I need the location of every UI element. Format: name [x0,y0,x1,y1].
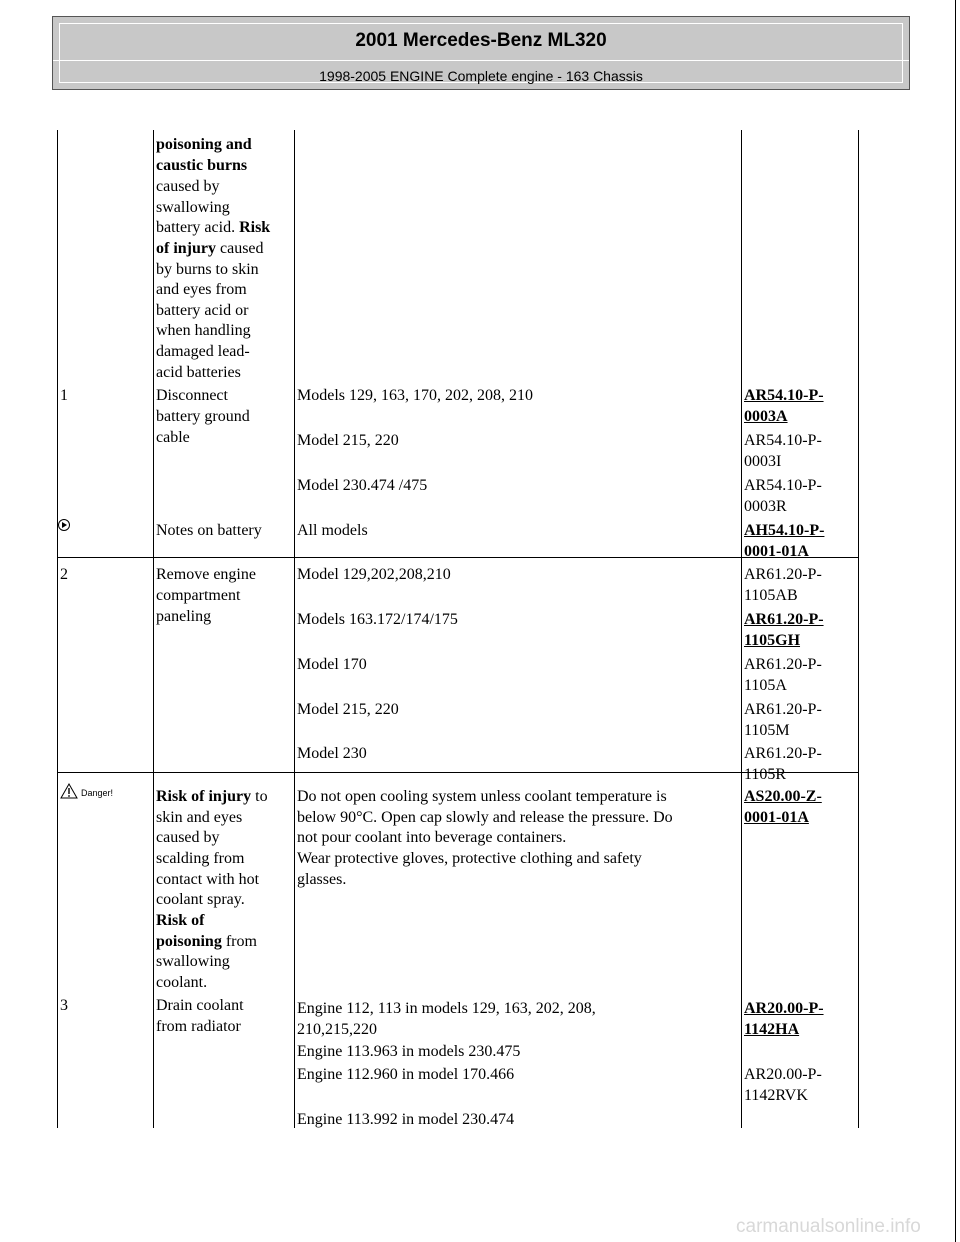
reference-link[interactable]: 0001-01A [744,543,809,560]
text-line: acid batteries [156,364,241,381]
watermark: carmanualsonline.info [736,1216,921,1237]
model-text: 210,215,220 [297,1021,377,1038]
model-text: Engine 113.963 in models 230.475 [297,1043,521,1060]
step-number: 1 [60,387,68,404]
reference-text: AR20.00-P- [744,1066,822,1083]
text-line: coolant spray. [156,891,245,908]
text-line [156,932,257,953]
text-line: swallowing [156,199,230,216]
page-edge [955,0,956,1242]
text-span-bold: Risk [239,219,271,236]
reference-link[interactable]: AR61.20-P- [744,611,824,628]
model-text: Model 129,202,208,210 [297,566,451,583]
step-number: 3 [60,997,68,1014]
table-col-divider-3 [741,130,742,1128]
reference-text: 1105AB [744,587,798,604]
reference-link[interactable]: AS20.00-Z- [744,788,822,805]
reference-link[interactable]: 0003A [744,408,788,425]
header-subtitle: 1998-2005 ENGINE Complete engine - 163 Chassis [319,68,643,84]
model-text: Model 230 [297,745,367,762]
danger-label: Danger! [81,788,114,798]
text-line: coolant. [156,974,208,991]
reference-link[interactable]: 1142HA [744,1021,800,1038]
danger-instruction: glasses. [297,871,347,888]
text-line: contact with hot [156,871,260,888]
text-line [156,218,270,239]
text-line: Risk of [156,912,205,929]
reference-text: AR61.20-P- [744,656,822,673]
warning-triangle-icon [60,783,78,799]
reference-link[interactable]: AR20.00-P- [744,1000,824,1017]
reference-text: 0003I [744,453,782,470]
text-line: when handling [156,322,251,339]
model-text: Models 129, 163, 170, 202, 208, 210 [297,387,533,404]
model-text: Model 215, 220 [297,432,399,449]
text-line: skin and eyes [156,809,243,826]
step-description: cable [156,429,190,446]
reference-link[interactable]: AH54.10-P- [744,522,825,539]
text-line: caustic burns [156,157,248,174]
reference-text: 0003R [744,498,787,515]
header-title: 2001 Mercedes-Benz ML320 [355,30,607,51]
text-line: poisoning and [156,136,252,153]
row-separator [57,772,859,773]
text-line: and eyes from [156,281,247,298]
text-line: caused by [156,829,220,846]
model-text: Engine 113.992 in model 230.474 [297,1111,515,1128]
text-span-bold: poisoning [156,933,222,950]
table-col-divider-2 [294,130,295,1128]
table-border-right [858,130,859,1128]
reference-link[interactable]: AR54.10-P- [744,387,824,404]
step-number: 2 [60,566,68,583]
text-line: caused by [156,178,220,195]
text-span-bold: of injury [156,240,216,257]
step-description: compartment [156,587,241,604]
reference-link[interactable]: 1105GH [744,632,801,649]
note-description: Notes on battery [156,522,262,539]
model-text: Model 230.474 /475 [297,477,428,494]
table-col-divider-1 [153,130,154,1128]
danger-instruction: below 90°C. Open cap slowly and release the pressure. Do [297,809,673,826]
reference-text: 1142RVK [744,1087,808,1104]
model-text: Engine 112, 113 in models 129, 163, 202, 208, [297,1000,596,1017]
danger-badge [60,783,114,804]
text-line: swallowing [156,953,230,970]
text-line: by burns to skin [156,261,259,278]
text-span: to [255,788,268,805]
text-span: from [225,933,257,950]
danger-instruction: Wear protective gloves, protective clothing and safety [297,850,642,867]
model-text: Model 215, 220 [297,701,399,718]
text-line [156,787,268,808]
danger-instruction: not pour coolant into beverage containers. [297,829,567,846]
reference-link[interactable]: 0001-01A [744,809,809,826]
text-span: battery acid. [156,219,236,236]
document-header [52,16,910,90]
reference-text: AR61.20-P- [744,566,822,583]
reference-text: AR54.10-P- [744,432,822,449]
text-line: battery acid or [156,302,249,319]
text-span-bold: Risk of injury [156,788,252,805]
reference-text: 1105R [744,766,787,783]
model-text: All models [297,522,368,539]
row-separator [57,557,859,558]
text-line: scalding from [156,850,245,867]
table-border-left [57,130,58,1128]
reference-text: AR54.10-P- [744,477,822,494]
reference-text: AR61.20-P- [744,745,822,762]
text-line: damaged lead- [156,343,250,360]
model-text: Models 163.172/174/175 [297,611,458,628]
step-description: from radiator [156,1018,241,1035]
reference-text: 1105A [744,677,787,694]
step-description: battery ground [156,408,250,425]
text-span: caused [220,240,264,257]
reference-text: 1105M [744,722,790,739]
step-description: Disconnect [156,387,228,404]
note-arrow-icon [58,519,70,531]
model-text: Engine 112.960 in model 170.466 [297,1066,515,1083]
header-divider [53,60,909,61]
model-text: Model 170 [297,656,367,673]
danger-instruction: Do not open cooling system unless coolant temperature is [297,788,667,805]
step-description: paneling [156,608,212,625]
text-line [156,239,264,260]
reference-text: AR61.20-P- [744,701,822,718]
step-description: Remove engine [156,566,256,583]
step-description: Drain coolant [156,997,244,1014]
